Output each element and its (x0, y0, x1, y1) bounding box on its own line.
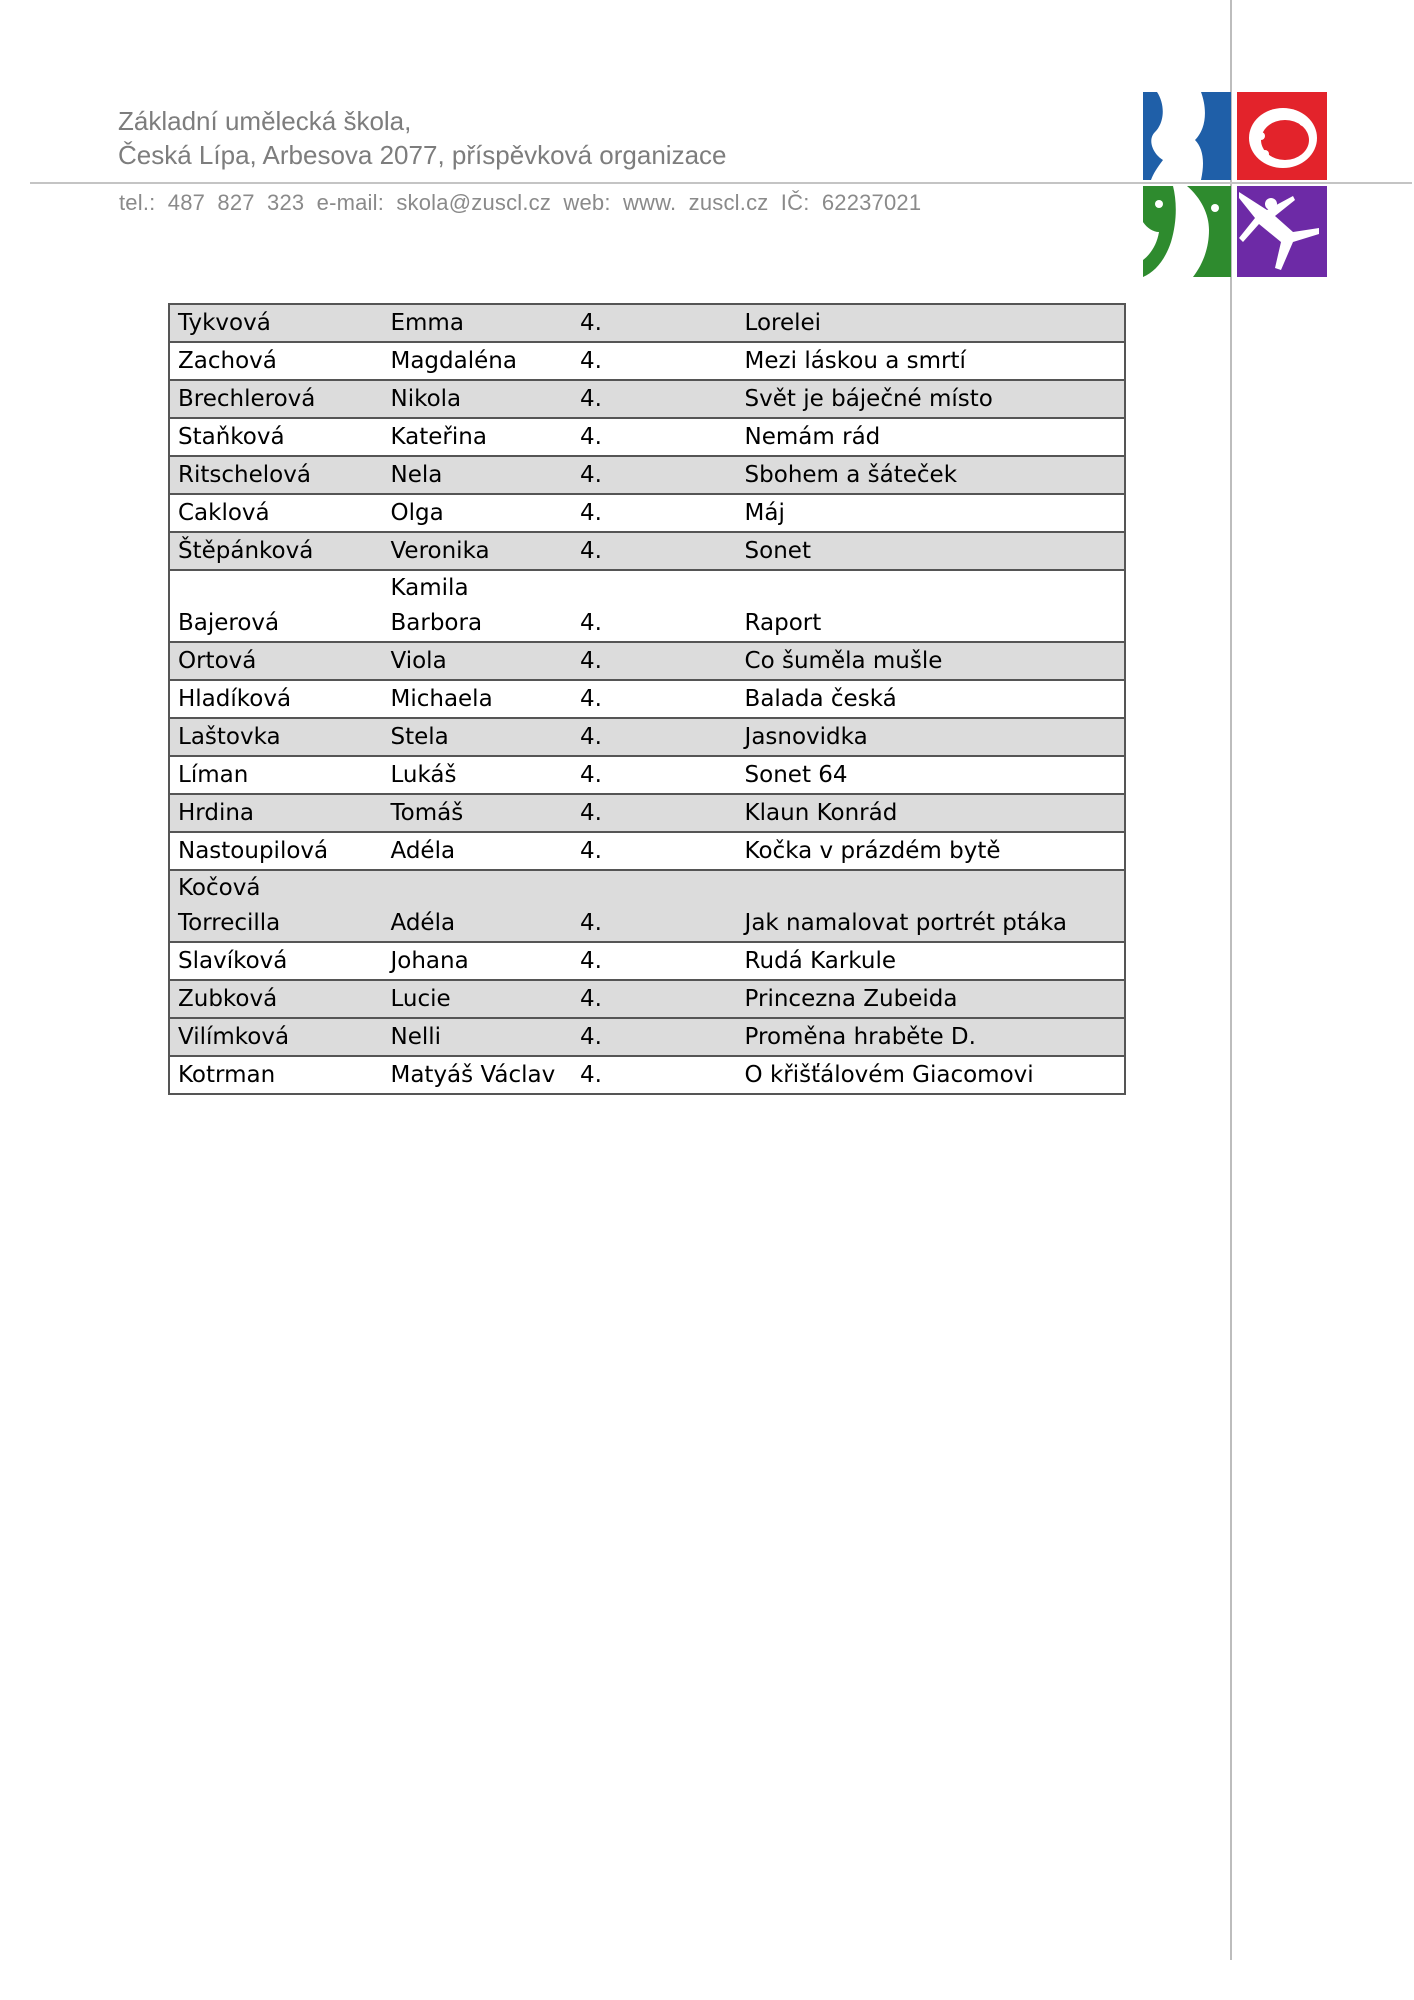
table-cell-surname (169, 380, 382, 418)
table-cell-grade (572, 980, 737, 1018)
table-cell-grade (572, 1056, 737, 1094)
cell-text-title: Princezna Zubeida (744, 986, 958, 1012)
cell-text-title: Klaun Konrád (744, 800, 898, 826)
table-cell-grade (572, 1018, 737, 1056)
table-cell-name (382, 570, 572, 642)
table-cell-title (737, 380, 1125, 418)
table-row (169, 418, 1125, 456)
table-cell-title (737, 942, 1125, 980)
table-cell-name (382, 980, 572, 1018)
table-cell-name (382, 342, 572, 380)
table-cell-surname (169, 570, 382, 642)
theatre-masks-icon (1143, 186, 1231, 277)
cell-text-title: Jak namalovat portrét ptáka (744, 910, 1068, 936)
cell-text-surname: Nastoupilová (178, 838, 329, 864)
table-cell-name (382, 756, 572, 794)
cell-text-name: Lucie (390, 986, 451, 1012)
cell-text-name: Johana (390, 948, 469, 974)
table-cell-title (737, 570, 1125, 642)
table-cell-grade (572, 870, 737, 942)
table-cell-title (737, 794, 1125, 832)
cell-text-grade: 4. (580, 462, 602, 488)
table-cell-surname (169, 680, 382, 718)
table-cell-title (737, 1018, 1125, 1056)
cell-text-grade: 4. (580, 386, 602, 412)
cell-text-surname: Brechlerová (178, 386, 316, 412)
cell-text-title: Balada česká (744, 686, 897, 712)
cell-text-surname: Hladíková (178, 686, 292, 712)
cell-text-grade: 4. (580, 648, 602, 674)
cell-text-surname: Ortová (178, 648, 257, 674)
cell-text-name: Nela (390, 462, 443, 488)
table-cell-surname (169, 456, 382, 494)
cell-text-surname: Hrdina (178, 800, 255, 826)
cell-text-grade: 4. (580, 800, 602, 826)
cell-text-grade: 4. (580, 686, 602, 712)
cell-text-surname: Kočová Torrecilla (178, 875, 281, 936)
table-cell-name (382, 532, 572, 570)
table-cell-name (382, 870, 572, 942)
cell-text-surname: Líman (178, 762, 249, 788)
cell-text-title: Svět je báječné místo (744, 386, 993, 412)
table-cell-grade (572, 756, 737, 794)
table-cell-grade (572, 942, 737, 980)
table-cell-title (737, 718, 1125, 756)
table-cell-grade (572, 680, 737, 718)
cell-text-grade: 4. (580, 310, 602, 336)
cell-text-grade: 4. (580, 948, 602, 974)
cell-text-name: Stela (390, 724, 449, 750)
table-cell-name (382, 718, 572, 756)
table-cell-name (382, 794, 572, 832)
table-row (169, 870, 1125, 942)
cell-text-name: Adéla (390, 838, 456, 864)
cell-text-grade: 4. (580, 986, 602, 1012)
table-row (169, 756, 1125, 794)
table-cell-surname (169, 1056, 382, 1094)
table-cell-surname (169, 304, 382, 342)
table-cell-surname (169, 832, 382, 870)
table-cell-grade (572, 418, 737, 456)
cell-text-title: Kočka v prázdém bytě (744, 838, 1001, 864)
cell-text-name: Lukáš (390, 762, 457, 788)
cell-text-title: Sonet (744, 538, 811, 564)
table-cell-name (382, 456, 572, 494)
cell-text-title: Sbohem a šáteček (744, 462, 958, 488)
table-row (169, 794, 1125, 832)
cell-text-surname: Zubková (178, 986, 278, 1012)
cell-text-surname: Ritschelová (178, 462, 311, 488)
table-cell-grade (572, 494, 737, 532)
dancer-icon (1237, 186, 1327, 277)
table-cell-title (737, 1056, 1125, 1094)
cell-text-grade: 4. (580, 910, 602, 936)
table-cell-title (737, 532, 1125, 570)
margin-vertical-line (1230, 0, 1232, 1960)
table-cell-surname (169, 532, 382, 570)
table-cell-grade (572, 456, 737, 494)
table-cell-grade (572, 718, 737, 756)
cell-text-title: Co šuměla mušle (744, 648, 943, 674)
cell-text-surname: Kotrman (178, 1062, 276, 1088)
table-cell-title (737, 642, 1125, 680)
cell-text-grade: 4. (580, 1024, 602, 1050)
cell-text-surname: Laštovka (178, 724, 281, 750)
cell-text-name: Magdaléna (390, 348, 517, 374)
table-cell-title (737, 304, 1125, 342)
cell-text-grade: 4. (580, 538, 602, 564)
table-cell-name (382, 1018, 572, 1056)
table-cell-surname (169, 718, 382, 756)
table-row (169, 532, 1125, 570)
cell-text-name: Nelli (390, 1024, 442, 1050)
organization-line-1: Základní umělecká škola, (118, 106, 412, 136)
table-cell-grade (572, 380, 737, 418)
table-cell-title (737, 456, 1125, 494)
table-cell-name (382, 380, 572, 418)
cell-text-surname: Tykvová (178, 310, 271, 336)
table-cell-grade (572, 342, 737, 380)
table-cell-surname (169, 1018, 382, 1056)
table-row (169, 456, 1125, 494)
cell-text-title: O křišťálovém Giacomovi (744, 1062, 1034, 1088)
table-cell-surname (169, 494, 382, 532)
cell-text-title: Rudá Karkule (744, 948, 897, 974)
table-row (169, 1018, 1125, 1056)
table-row (169, 570, 1125, 642)
table-cell-surname (169, 942, 382, 980)
table-cell-title (737, 756, 1125, 794)
table-cell-surname (169, 418, 382, 456)
music-icon (1143, 92, 1231, 180)
table-cell-grade (572, 532, 737, 570)
cell-text-name: Nikola (390, 386, 462, 412)
table-row (169, 832, 1125, 870)
cell-text-grade: 4. (580, 724, 602, 750)
table-cell-surname (169, 756, 382, 794)
table-row (169, 942, 1125, 980)
table-cell-name (382, 942, 572, 980)
cell-text-grade: 4. (580, 424, 602, 450)
pupils-table-body (169, 304, 1125, 1094)
table-cell-title (737, 342, 1125, 380)
cell-text-surname: Štěpánková (178, 538, 314, 564)
table-cell-title (737, 418, 1125, 456)
contact-line: tel.: 487 827 323 e-mail: skola@zuscl.cz web: www. zuscl.cz IČ: 62237021 (119, 190, 922, 215)
cell-text-surname: Staňková (178, 424, 285, 450)
cell-text-name: Tomáš (390, 800, 464, 826)
cell-text-grade: 4. (580, 1062, 602, 1088)
table-cell-title (737, 980, 1125, 1018)
table-cell-surname (169, 980, 382, 1018)
organization-line-2: Česká Lípa, Arbesova 2077, příspěvková organizace (118, 140, 727, 170)
table-row (169, 980, 1125, 1018)
cell-text-grade: 4. (580, 762, 602, 788)
table-cell-grade (572, 642, 737, 680)
table-row (169, 494, 1125, 532)
palette-icon (1237, 92, 1327, 180)
table-cell-title (737, 494, 1125, 532)
cell-text-name: Michaela (390, 686, 493, 712)
table-cell-name (382, 680, 572, 718)
table-cell-surname (169, 342, 382, 380)
cell-text-surname: Vilímková (178, 1024, 290, 1050)
cell-text-title: Mezi láskou a smrtí (744, 348, 966, 374)
table-row (169, 642, 1125, 680)
table-cell-title (737, 832, 1125, 870)
table-cell-name (382, 418, 572, 456)
cell-text-grade: 4. (580, 500, 602, 526)
cell-text-surname: Bajerová (178, 610, 280, 636)
table-cell-name (382, 642, 572, 680)
cell-text-name: Kateřina (390, 424, 487, 450)
table-row (169, 304, 1125, 342)
cell-text-name: Matyáš Václav (390, 1062, 556, 1088)
cell-text-title: Máj (744, 500, 785, 526)
table-cell-title (737, 870, 1125, 942)
cell-text-title: Jasnovidka (744, 724, 868, 750)
cell-text-title: Nemám rád (744, 424, 881, 450)
table-cell-surname (169, 642, 382, 680)
school-logo (1143, 92, 1327, 277)
table-row (169, 380, 1125, 418)
table-cell-name (382, 1056, 572, 1094)
cell-text-title: Proměna hraběte D. (744, 1024, 976, 1050)
table-cell-title (737, 680, 1125, 718)
cell-text-title: Sonet 64 (744, 762, 848, 788)
cell-text-name: Viola (390, 648, 447, 674)
table-cell-name (382, 832, 572, 870)
organization-name (118, 104, 727, 172)
cell-text-grade: 4. (580, 838, 602, 864)
cell-text-grade: 4. (580, 348, 602, 374)
table-row (169, 342, 1125, 380)
cell-text-grade: 4. (580, 610, 602, 636)
cell-text-name: Adéla (390, 910, 456, 936)
table-row (169, 1056, 1125, 1094)
table-row (169, 718, 1125, 756)
cell-text-surname: Zachová (178, 348, 277, 374)
cell-text-name: Kamila Barbora (390, 575, 483, 636)
cell-text-name: Olga (390, 500, 444, 526)
cell-text-title: Lorelei (744, 310, 822, 336)
table-cell-grade (572, 304, 737, 342)
table-row (169, 680, 1125, 718)
cell-text-title: Raport (744, 610, 822, 636)
cell-text-name: Emma (390, 310, 464, 336)
cell-text-surname: Caklová (178, 500, 270, 526)
table-cell-grade (572, 794, 737, 832)
table-cell-grade (572, 570, 737, 642)
pupils-table (168, 303, 1126, 1095)
table-cell-name (382, 494, 572, 532)
table-cell-surname (169, 794, 382, 832)
table-cell-name (382, 304, 572, 342)
table-cell-grade (572, 832, 737, 870)
cell-text-surname: Slavíková (178, 948, 288, 974)
cell-text-name: Veronika (390, 538, 490, 564)
table-cell-surname (169, 870, 382, 942)
